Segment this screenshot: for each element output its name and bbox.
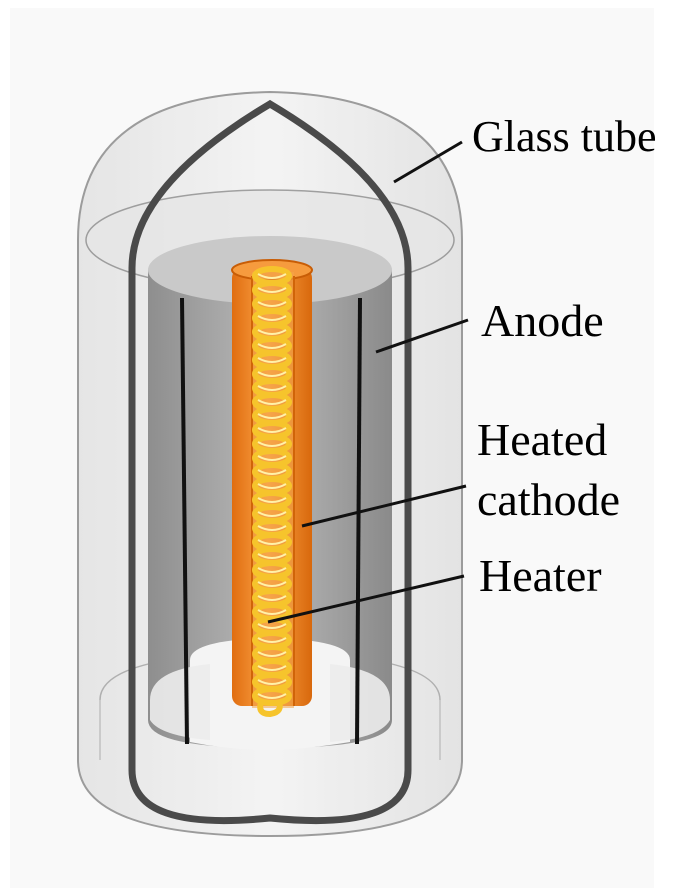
label-heater: Heater [479,550,602,601]
label-heated-cathode-line1: Heated [477,414,608,465]
label-glass-tube: Glass tube [472,112,657,161]
label-heated-cathode [477,410,620,530]
label-anode: Anode [481,295,604,346]
label-heated-cathode-line2: cathode [477,473,621,525]
